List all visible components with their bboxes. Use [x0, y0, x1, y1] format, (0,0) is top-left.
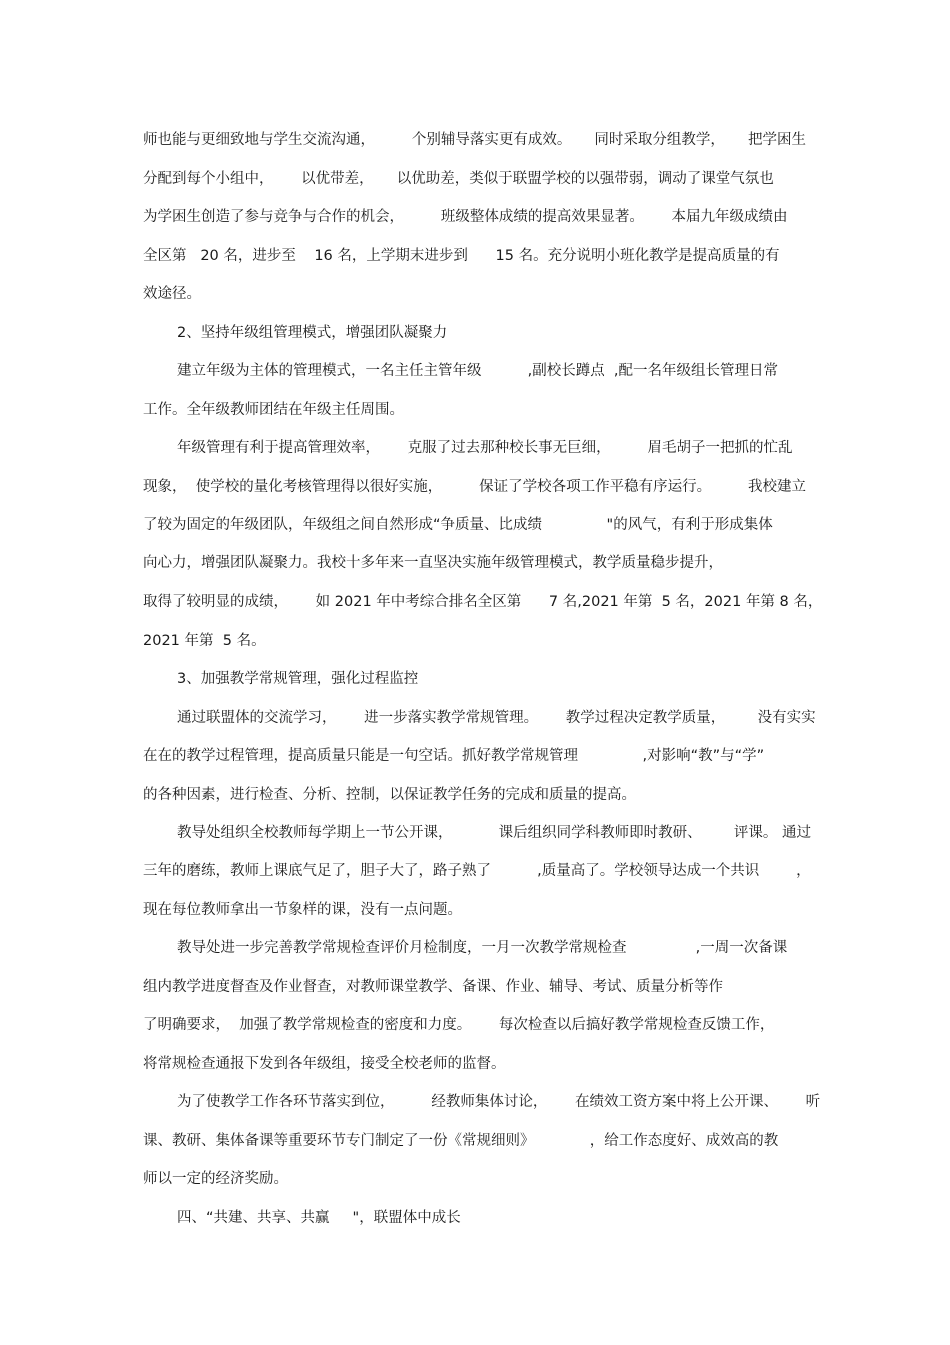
body-text-line: 2021 年第 5 名。	[143, 633, 266, 649]
body-text-line: 向心力，增强团队凝聚力。我校十多年来一直坚决实施年级管理模式，教学质量稳步提升，	[143, 555, 723, 571]
section-heading: 3、加强教学常规管理，强化过程监控	[177, 671, 419, 687]
body-text-line: 为了使教学工作各环节落实到位， 经教师集体讨论， 在绩效工资方案中将上公开课、 听	[177, 1094, 821, 1110]
section-heading: 2、坚持年级组管理模式，增强团队凝聚力	[177, 325, 448, 341]
body-text-line: 在在的教学过程管理，提高质量只能是一句空话。抓好教学常规管理 ,对影响“教”与“学”	[143, 748, 765, 764]
body-text-line: 建立年级为主体的管理模式，一名主任主管年级 ,副校长蹲点 ,配一名年级组长管理日常	[177, 363, 779, 379]
body-text-line: 将常规检查通报下发到各年级组，接受全校老师的监督。	[143, 1056, 506, 1072]
body-text-line: 为学困生创造了参与竞争与合作的机会， 班级整体成绩的提高效果显著。 本届九年级成绩由	[143, 209, 788, 225]
body-text-line: 教导处组织全校教师每学期上一节公开课， 课后组织同学科教师即时教研、 评课。 通过	[177, 825, 811, 841]
body-text-line: 现在每位教师拿出一节象样的课，没有一点问题。	[143, 902, 462, 918]
body-text-line: 全区第 20 名，进步至 16 名，上学期末进步到 15 名。充分说明小班化教学是提高质量的有	[143, 248, 780, 264]
body-text-line: 三年的磨练，教师上课底气足了，胆子大了，路子熟了 ,质量高了。学校领导达成一个共识 ，	[143, 863, 811, 879]
body-text-line: 分配到每个小组中， 以优带差， 以优助差，类似于联盟学校的以强带弱，调动了课堂气氛也	[143, 171, 774, 187]
body-text-line: 的各种因素，进行检查、分析、控制，以保证教学任务的完成和质量的提高。	[143, 787, 636, 803]
body-text-line: 年级管理有利于提高管理效率， 克服了过去那种校长事无巨细， 眉毛胡子一把抓的忙乱	[177, 440, 793, 456]
body-text-line: 师以一定的经济奖励。	[143, 1171, 288, 1187]
body-text-line: 组内教学进度督查及作业督查，对教师课堂教学、备课、作业、辅导、考试、质量分析等作	[143, 979, 723, 995]
body-text-line: 效途径。	[143, 286, 201, 302]
body-text-line: 工作。全年级教师团结在年级主任周围。	[143, 402, 404, 418]
body-text-line: 教导处进一步完善教学常规检查评价月检制度，一月一次教学常规检查 ,一周一次备课	[177, 940, 788, 956]
section-heading: 四、“共建、共享、共赢 "，联盟体中成长	[177, 1210, 461, 1226]
body-text-line: 现象， 使学校的量化考核管理得以很好实施， 保证了学校各项工作平稳有序运行。 我校建立	[143, 479, 806, 495]
body-text-line: 课、教研、集体备课等重要环节专门制定了一份《常规细则》 ，给工作态度好、成效高的教	[143, 1133, 779, 1149]
body-text-line: 取得了较明显的成绩， 如 2021 年中考综合排名全区第 7 名,2021 年第 5 名，2021 年第 8 名，	[143, 594, 823, 610]
body-text-line: 了较为固定的年级团队，年级组之间自然形成“争质量、比成绩 "的风气，有利于形成集体	[143, 517, 773, 533]
body-text-line: 了明确要求， 加强了教学常规检查的密度和力度。 每次检查以后搞好教学常规检查反馈工作，	[143, 1017, 775, 1033]
body-text-line: 通过联盟体的交流学习， 进一步落实教学常规管理。 教学过程决定教学质量， 没有实实	[177, 710, 816, 726]
body-text-line: 师也能与更细致地与学生交流沟通， 个别辅导落实更有成效。 同时采取分组教学， 把学困生	[143, 132, 806, 148]
